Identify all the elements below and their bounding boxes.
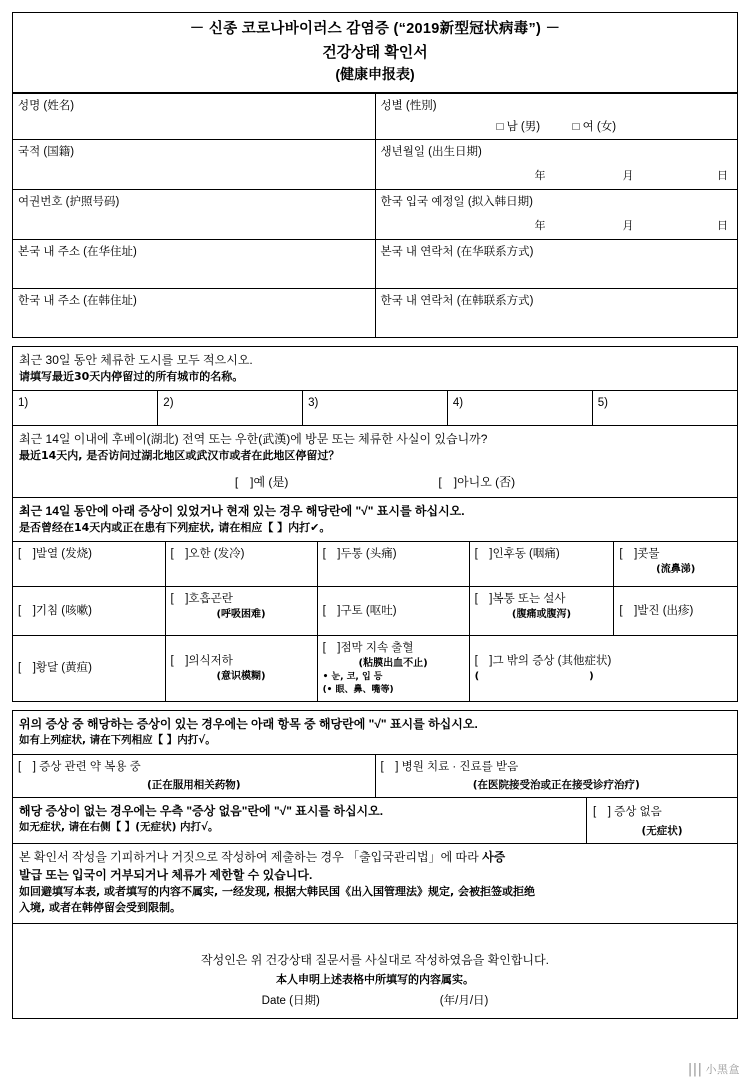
warning-ko-line1 bbox=[19, 848, 731, 866]
symptom-note-detail: • 눈, 코, 입 등 bbox=[322, 672, 383, 683]
hubei-no-checkbox[interactable]: [ ]아니오 (否) bbox=[438, 474, 516, 489]
personal-info-table bbox=[13, 93, 737, 337]
gender-male-checkbox[interactable]: □ 남 (男) bbox=[496, 120, 541, 133]
symptom-note: (呼吸困难) bbox=[216, 608, 266, 620]
city-slot-label: 4) bbox=[452, 397, 464, 410]
symptoms-table bbox=[13, 542, 737, 701]
symptoms-instruction-cn: 是否曾经在14天内或正在患有下列症状, 请在相应【 】内打✔。 bbox=[19, 520, 331, 534]
symptom-jaundice[interactable] bbox=[13, 636, 165, 702]
entry-date-ymd bbox=[381, 219, 733, 235]
symptom-other-input[interactable]: ( ) bbox=[474, 670, 594, 682]
city-input-3[interactable] bbox=[303, 391, 448, 426]
symptoms-instruction-ko: 최근 14일 동안에 아래 증상이 있었거나 현재 있는 경우 해당란에 "√" 표시를 하십시오. bbox=[19, 503, 465, 518]
symptom-note: (腹痛或腹泻) bbox=[511, 608, 572, 620]
cities-question bbox=[13, 347, 737, 392]
gender-female-checkbox[interactable]: □ 여 (女) bbox=[572, 120, 617, 133]
section-gap bbox=[10, 338, 740, 346]
hubei-question-cn: 最近14天内, 是否访问过湖北地区或武汉市或者在此地区停留过？ bbox=[19, 449, 340, 463]
symptom-note: (粘膜出血不止) bbox=[358, 657, 428, 669]
symptom-note: (意识模糊) bbox=[216, 670, 266, 682]
hubei-answer-options bbox=[13, 467, 737, 498]
signature-statement-cn: 本人申明上述表格中所填写的内容属实。 bbox=[276, 973, 474, 987]
gender-options bbox=[381, 119, 733, 136]
symptom-headache[interactable] bbox=[317, 542, 469, 587]
gender-cell[interactable] bbox=[375, 94, 737, 140]
home-contact-cell[interactable] bbox=[375, 239, 737, 288]
symptom-label: [ ]콧물 bbox=[619, 548, 660, 561]
table-row bbox=[13, 94, 737, 140]
nationality-cell[interactable] bbox=[13, 140, 375, 190]
table-row bbox=[13, 587, 737, 636]
related-medication-label: [ ] 증상 관련 약 복용 중 bbox=[18, 761, 141, 774]
table-row bbox=[13, 391, 737, 426]
table-row bbox=[13, 288, 737, 337]
related-medication-option[interactable] bbox=[13, 755, 375, 797]
symptom-note-detail-cn: (• 眼、鼻、嘴等) bbox=[322, 685, 394, 696]
date-label[interactable]: Date (日期) bbox=[261, 995, 320, 1008]
symptom-runny-nose[interactable] bbox=[614, 542, 737, 587]
symptom-note: (流鼻涕) bbox=[656, 563, 696, 575]
symptom-label: [ ]복통 또는 설사 bbox=[474, 593, 566, 606]
birthdate-label: 생년월일 (出生日期) bbox=[380, 146, 482, 159]
city-slot-label: 3) bbox=[308, 397, 319, 410]
symptom-dyspnea[interactable] bbox=[165, 587, 317, 636]
no-symptom-row bbox=[13, 798, 737, 844]
no-symptom-instruction-ko: 해당 증상이 없는 경우에는 우측 "증상 없음"란에 "√" 표시를 하십시오. bbox=[19, 803, 384, 818]
warning-ko-emphasis: 사증 bbox=[482, 849, 506, 864]
name-cell[interactable] bbox=[13, 94, 375, 140]
warning-block bbox=[13, 844, 737, 924]
followup-section bbox=[12, 710, 738, 1019]
form-title-block bbox=[13, 13, 737, 93]
symptom-label: [ ]인후동 (咽痛) bbox=[474, 548, 560, 561]
table-row bbox=[13, 239, 737, 288]
symptom-rash[interactable] bbox=[614, 587, 737, 636]
month-label: 月 bbox=[622, 219, 634, 232]
signature-date-row bbox=[19, 992, 731, 1008]
symptom-fever[interactable] bbox=[13, 542, 165, 587]
korea-contact-label: 한국 내 연락처 (在韩联系方式) bbox=[380, 294, 534, 307]
nationality-label: 국적 (国籍) bbox=[18, 146, 75, 159]
day-label: 日 bbox=[717, 219, 728, 232]
symptom-vomiting[interactable] bbox=[317, 587, 469, 636]
form-title-line3: (健康申报表) bbox=[335, 66, 415, 82]
city-slot-label: 5) bbox=[597, 397, 608, 410]
section-gap bbox=[10, 702, 740, 710]
city-input-1[interactable] bbox=[13, 391, 158, 426]
month-label: 月 bbox=[622, 170, 634, 183]
city-slot-label: 2) bbox=[163, 397, 174, 410]
watermark-logo-icon: ||| bbox=[687, 1062, 703, 1077]
gender-label: 성별 (性別) bbox=[380, 100, 437, 112]
related-instruction-ko: 위의 증상 중 해당하는 증상이 있는 경우에는 아래 항목 중 해당란에 "√" 표시를 하십시오. bbox=[19, 717, 478, 732]
no-symptom-instruction-cn: 如无症状, 请在右侧【 】(无症状) 内打√。 bbox=[19, 820, 219, 833]
symptom-label: [ ]황달 (黄疸) bbox=[18, 662, 92, 675]
no-symptom-label: [ ] 증상 없음 bbox=[593, 805, 662, 818]
symptom-sore-throat[interactable] bbox=[469, 542, 614, 587]
symptom-reduced-consciousness[interactable] bbox=[165, 636, 317, 702]
related-options-table bbox=[13, 755, 737, 798]
signature-block bbox=[13, 924, 737, 1018]
home-contact-label: 본국 내 연락처 (在华联系方式) bbox=[380, 245, 534, 258]
related-medication-label-cn: (正在服用相关药物) bbox=[146, 778, 241, 791]
symptom-label: [ ]호흡곤란 bbox=[170, 593, 233, 606]
city-slot-label: 1) bbox=[18, 397, 29, 410]
related-treatment-option[interactable] bbox=[375, 755, 737, 797]
no-symptom-label-cn: (无症状) bbox=[641, 824, 683, 837]
symptom-label: [ ]발진 (出疹) bbox=[619, 604, 694, 617]
passport-label: 여권번호 (护照号码) bbox=[18, 195, 120, 208]
korea-contact-cell[interactable] bbox=[375, 288, 737, 337]
passport-cell[interactable] bbox=[13, 189, 375, 239]
symptom-label: [ ]그 밖의 증상 (其他症状) bbox=[474, 655, 612, 668]
city-input-5[interactable] bbox=[592, 391, 737, 426]
year-label: 年 bbox=[534, 170, 546, 183]
symptom-label: [ ]점막 지속 출혈 bbox=[322, 642, 414, 655]
cities-question-cn: 请填写最近30天内停留过的所有城市的名称。 bbox=[19, 369, 244, 383]
symptom-label: [ ]구토 (呕吐) bbox=[322, 604, 397, 617]
table-row bbox=[13, 140, 737, 190]
entry-date-label: 한국 입국 예정일 (拟入韩日期) bbox=[380, 195, 534, 208]
health-declaration-form bbox=[12, 12, 738, 338]
symptom-cough[interactable] bbox=[13, 587, 165, 636]
table-row bbox=[13, 636, 737, 702]
warning-ko-line2: 발급 또는 입국이 거부되거나 체류가 제한할 수 있습니다. bbox=[19, 867, 313, 882]
year-label: 年 bbox=[534, 219, 546, 232]
city-input-2[interactable] bbox=[158, 391, 303, 426]
symptom-label: [ ]두통 (头痛) bbox=[322, 548, 397, 561]
date-format-label: (年/月/日) bbox=[439, 995, 489, 1008]
symptom-other[interactable] bbox=[469, 636, 737, 702]
form-title-line1: － 신종 코로나바이러스 감염증 (“2019新型冠状病毒”) － bbox=[189, 21, 561, 37]
hubei-yes-checkbox[interactable]: [ ]예 (是) bbox=[234, 474, 289, 489]
questions-section bbox=[12, 346, 738, 703]
related-treatment-label: [ ] 병원 치료 · 진료를 받음 bbox=[380, 761, 519, 774]
home-address-label: 본국 내 주소 (在华住址) bbox=[18, 245, 137, 258]
warning-ko-text: 본 확인서 작성을 기피하거나 거짓으로 작성하여 제출하는 경우 「출입국관리법」에 따라 bbox=[19, 849, 483, 864]
warning-cn-line2: 入境, 或者在韩停留会受到限制。 bbox=[19, 901, 182, 915]
watermark bbox=[688, 1061, 740, 1077]
no-symptom-instruction bbox=[13, 798, 587, 843]
hubei-question bbox=[13, 426, 737, 467]
city-input-4[interactable] bbox=[447, 391, 592, 426]
symptom-label: [ ]기침 (咳嗽) bbox=[18, 604, 92, 617]
table-row bbox=[13, 189, 737, 239]
signature-statement-ko: 작성인은 위 건강상태 질문서를 사실대로 작성하였음을 확인합니다. bbox=[201, 952, 549, 967]
related-instruction bbox=[13, 711, 737, 755]
symptom-label: [ ]오한 (发冷) bbox=[170, 548, 245, 561]
home-address-cell[interactable] bbox=[13, 239, 375, 288]
form-title-line2: 건강상태 확인서 bbox=[322, 43, 428, 61]
related-treatment-label-cn: (在医院接受治或正在接受诊疗治疗) bbox=[472, 778, 640, 791]
symptom-label: [ ]발열 (发烧) bbox=[18, 548, 92, 561]
korea-address-label: 한국 내 주소 (在韩住址) bbox=[18, 294, 137, 307]
entry-date-cell[interactable] bbox=[375, 189, 737, 239]
cities-input-table bbox=[13, 391, 737, 426]
no-symptom-option[interactable] bbox=[587, 798, 737, 843]
korea-address-cell[interactable] bbox=[13, 288, 375, 337]
birthdate-cell[interactable] bbox=[375, 140, 737, 190]
watermark-text: 小黑盒 bbox=[705, 1063, 740, 1076]
hubei-question-ko: 최근 14일 이내에 후베이(湖北) 전역 또는 우한(武漢)에 방문 또는 체류한 사실이 있습니까? bbox=[19, 432, 488, 447]
symptom-label: [ ]의식저하 bbox=[170, 655, 233, 668]
day-label: 日 bbox=[717, 170, 728, 183]
birthdate-ymd bbox=[381, 169, 733, 185]
symptoms-instruction bbox=[13, 498, 737, 543]
symptom-abdominal-pain-diarrhea[interactable] bbox=[469, 587, 614, 636]
table-row bbox=[13, 755, 737, 797]
name-label: 성명 (姓名) bbox=[18, 100, 75, 112]
table-row bbox=[13, 542, 737, 587]
related-instruction-cn: 如有上列症状, 请在下列相应【 】内打√。 bbox=[19, 734, 216, 747]
symptom-mucosal-bleeding[interactable] bbox=[317, 636, 469, 702]
symptom-chills[interactable] bbox=[165, 542, 317, 587]
warning-cn-line1: 如回避填写本表, 或者填写的内容不属实, 一经发现, 根据大韩民国《出入国管理法》规定, 会被拒签或拒绝 bbox=[19, 884, 536, 898]
cities-question-ko: 최근 30일 동안 체류한 도시를 모두 적으시오. bbox=[19, 352, 253, 367]
